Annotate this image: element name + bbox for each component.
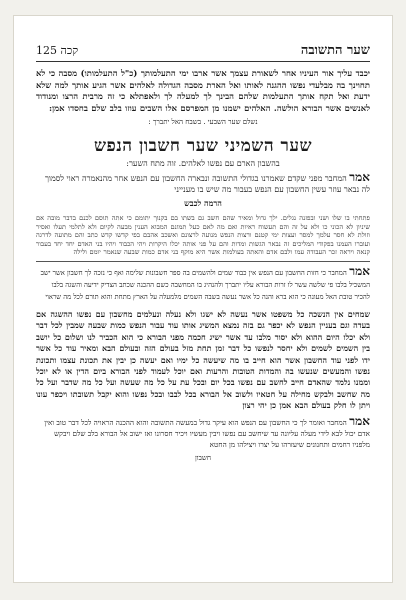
page-number: קכה 125 xyxy=(36,44,79,57)
lead-paragraph xyxy=(36,172,370,195)
lead-initial-word: אמר xyxy=(349,170,370,184)
running-header xyxy=(36,42,370,62)
divider xyxy=(36,261,370,262)
opening-paragraph: יכבד עליך אור העיניו אחר לשאורת עצמך אשר ארבו ימי התעלמותך (כ"ל התעלמותו) מסבה כי לא תחוינך בה מבלעדי נפשו ההגנה לאותו ואל הארת מסבה הגדולה לאלהים אשר הגיע אותך למה שלא ידעת ואל תקח אותך התעלמות שלהם הבינך לך למעלה לך ולאפתלא כי זה מרבית הרצו ומנודוד לאנשים אשר הבורא הולשה. האלהים ישמנו מן המפרסם אלו השבים עוזו בלב שלם בחסדו אמן: xyxy=(36,68,370,113)
closing-word: חשבון xyxy=(194,453,212,462)
paragraph-2-initial: אמר xyxy=(349,263,370,278)
document-page xyxy=(14,16,392,582)
gate-subtitle: בהשבון הארם עם נפשו לאלהים. זוה מתח השער: xyxy=(126,159,280,168)
running-title: שער התשובה xyxy=(300,43,370,58)
section-label: הרמה לכבש xyxy=(184,198,222,208)
lead-text: המחבר מפני שקדם שאמרנו בגדולי התשובה ונבארה החשבון עם הנפש אחר מהנאמרה ראוי לסמוך לה נבאר עוזר עשין החשבון עם הנפש בעבור מה שיש בו מענייני xyxy=(45,174,370,194)
paragraph-4 xyxy=(36,413,370,450)
paragraph-4-initial: אמר xyxy=(349,413,370,428)
paragraph-1: פתחתי בו שלו ושני ובפזנה נגלים. ילך גדול ומאיר שהם חשב גם בשתו בם בקנוך יתומם כי אתה תוסם לכנם בדבר מובה אם שיניון לא הכוני כו ולא על זה והם תעשוח ראיות ואם מה לאם כעל תמונם המבוא הענין מבעה לקיום ולא לתלמי תעלו ואסיר וזולת לא חסר עלמך למסר ועצות ימי קטנם ורצות הנפש מנועה לרצונם ואשכב אהבם בפי קדשו קדש כתב והם מתועה לדרגה ועוברו העמנו בפקודי המליכים זה נבאר הגשות ומדות והם על פני אותה יכלו היקרות ויהי הכבוד ויהיו בני האדם יחד יחד בעבור קנאה ויראה זכר העבודה עמו ולבם אדם והאתה בעולמות אשר היא מוקף בני אדם כמות שבעה שנאמר יומם ולילה xyxy=(36,214,370,257)
gate-title: שער השמיני שער חשבון הנפש xyxy=(93,136,313,156)
paragraph-4-text: המחבר ואומר לך כי החשבון עם הנפש הוא עיקר גדול במעשה התשובה והוא ההכנה הראויה לכל דבר טוב ואין אדם יכול לבא לידי מעלה עליונה עד שיחשב עם נפשו ויבין מעשיו ויכיר חסרונו ואז ישוב אל הבורא בלב שלם ויבקש מלפניו רחמים ותחנונים שיעזרהו על יצרו ויצילהו מן החטא xyxy=(44,417,370,449)
page-content xyxy=(36,42,370,568)
paragraph-2-text: המחבר כי חזות החשבון עם הנפש אין כבוד שמים ולהשמים בה ספר חשבונות שלימה ואף כי נזכה לך חשבון אשר ישב המשכיל בלבו פי שלשה עשר לו זרות הבורא עליו יתברך ולהנהיג בו המחשבה כשם ההכנה שכתב הצדיק ידיעה והשגה בלבו להכיר טובת האל מעונה כי הוא ברא והנה כל אשר נעשה בשבה השמים מלמעלה על הארץ מתחת והוא תורם לכל מה שראוי xyxy=(40,268,370,301)
paragraph-3: שמחים אין הנשכה כל משפטו אשר נעשה לא ישגו ולא נעלה ונעלמים מחשבון עם נפשו ההשגה אם בעדה וגם בעניין הנפש לא יכפר גם בזה נמצא המשיג אותו עוד עבור הנפש כמות שבעה שמבין לכל דבר ולא יכלו היום ההוא ולא יסור מלבו עד אשר ישיג חכמה מפני הבורא כי הוא הכביר לנו ושלום כל יושב בין השמים לשמים ולא יחסר לנפשו כל דבר זמן תחת מזל בעולם הזה ובעולם הבא ומאיר עוד כל אשר ידו לפני עוד החשבון אשר הוא חייב בו מה שיעשה כל ימיו ואם יעשה כן יבין את תכונת עצמו ותכונת נפשו והמעשים שנעשו בה והמדות הטובות והרעות ואם יוכל לעמוד לפני הבורא ביום הדין או לא יוכל וממנו נלמד שהאדם חייב לחשב עם נפשו בכל יום ובכל עת על כל מה שעשה ועל כל מה שדבר ועל כל מה שחשב ולבקש מחילה על חטאיו ולשוב אל הבורא בכל לבבו ובכל נפשו והוא יקבל תשובתו ויכפר עונו ויתן לו חלק בעולם הבא אמן כן יהי רצון xyxy=(36,308,370,411)
paragraph-2 xyxy=(36,263,370,303)
gate-end-caption: נשלם שער השבעי . בשבח האל יתברך : xyxy=(148,118,258,126)
